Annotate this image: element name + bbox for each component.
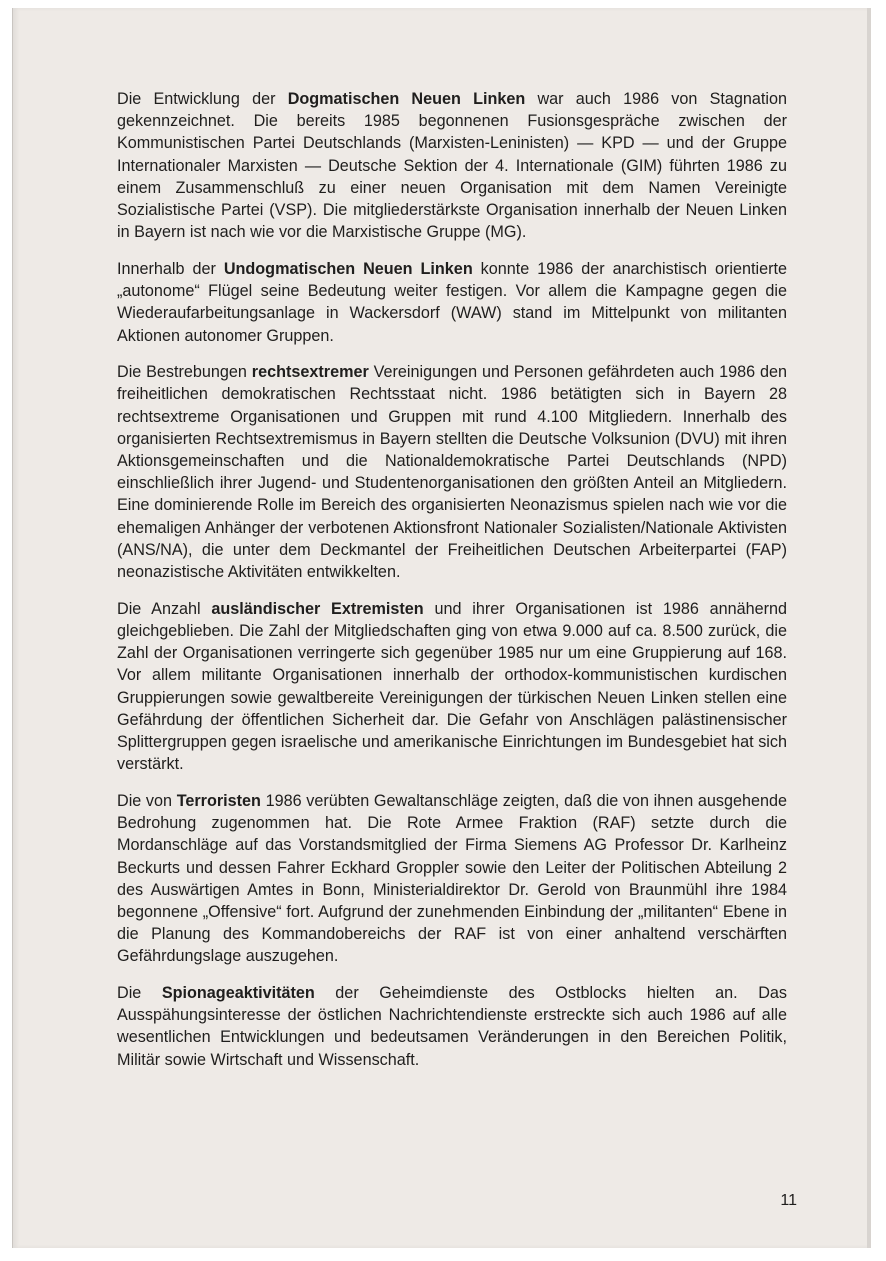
paragraph-spionage: Die Spionageaktivitäten der Geheimdienste des Ostblocks hielten an. Das Ausspähungsinteresse der östlichen Nachrichtendienste erstreckte sich auch 1986 auf alle wesentlichen Entwicklungen und bedeutsamen Veränderungen in den Bereichen Politik, Militär sowie Wirtschaft und Wissenschaft. [117,984,787,1069]
page-number: 11 [780,1192,797,1209]
paragraph-rechtsextremismus: Die Bestrebungen rechtsextremer Vereinigungen und Personen gefährdeten auch 1986 den freiheitlichen demokratischen Rechtsstaat nicht. 1986 betätigten sich in Bayern 28 rechtsextreme Organisationen und Gruppen mit rund 4.100 Mitgliedern. Innerhalb des organisierten Rechtsextremismus in Bayern stellten die Deutsche Volksunion (DVU) mit ihren Aktionsgemeinschaften und die Nationaldemokratische Partei Deutschlands (NPD) einschließlich ihrer Jugend- und Studentenorganisationen den größten Anteil an Mitgliedern. Eine dominierende Rolle im Bereich des organisierten Neonazismus spielen nach wie vor die ehemaligen Anhänger der verbotenen Aktionsfront Nationaler Sozialisten/Nationale Aktivisten (ANS/NA), die unter dem Deckmantel der Freiheitlichen Deutschen Arbeiterpartei (FAP) neonazistische Aktivitäten entwikkelten. [117,363,787,582]
keyword-dogmatische-neue-linke: Dogmatischen Neuen Linken [287,90,526,108]
paragraph-dogmatische-neue-linke: Die Entwicklung der Dogmatischen Neuen Linken war auch 1986 von Stagnation gekennzeichnet. Die bereits 1985 begonnenen Fusionsgespräche zwischen der Kommunistischen Partei Deutschlands (Marxisten-Leninisten) — KPD — und der Gruppe Internationaler Marxisten — Deutsche Sektion der 4. Internationale (GIM) führten 1986 zu einem Zusammenschluß zu einer neuen Organisation mit dem Namen Vereinigte Sozialistische Partei (VSP). Die mitgliederstärkste Organisation innerhalb der Neuen Linken in Bayern ist nach wie vor die Marxistische Gruppe (MG). [117,90,788,242]
keyword-terroristen: Terroristen [176,791,261,810]
keyword-auslaendischer-extremisten: ausländischer Extremisten [211,599,424,618]
keyword-undogmatische-neue-linke: Undogmatischen Neuen Linken [223,259,473,278]
paragraph-terroristen: Die von Terroristen 1986 verübten Gewaltanschläge zeigten, daß die von ihnen ausgehende Bedrohung zugenommen hat. Die Rote Armee Fraktion (RAF) setzte durch die Mordanschläge auf das Vorstandsmitglied der Firma Siemens AG Professor Dr. Karlheinz Beckurts und dessen Fahrer Eckhard Groppler sowie den Leiter der Politischen Abteilung 2 des Auswärtigen Amtes in Bonn, Ministerialdirektor Dr. Gerold von Braunmühl ihre 1984 begonnene „Offensive“ fort. Aufgrund der zunehmenden Einbindung der „militanten“ Ebene in die Planung des Kommandobereichs der RAF ist von einer anhaltend verschärften Gefährdungslage auszugehen. [117,791,787,966]
document-page [12,8,871,1248]
page-edge [867,8,871,1248]
keyword-rechtsextremer: rechtsextremer [251,363,369,382]
keyword-spionageaktivitaeten: Spionageaktivitäten [161,984,315,1003]
paragraph-auslaendische-extremisten: Die Anzahl ausländischer Extremisten und ihrer Organisationen ist 1986 annähernd gleichgeblieben. Die Zahl der Mitgliedschaften ging von etwa 9.000 auf ca. 8.500 zurück, die Zahl der Organisationen verringerte sich gegenüber 1985 nur um eine Gruppierung auf 168. Vor allem militante Organisationen innerhalb der orthodox-kommunistischen kurdischen Gruppierungen sowie gewaltbereite Vereinigungen der türkischen Neuen Linken stellen eine Gefährdung der öffentlichen Sicherheit dar. Die Gefahr von Anschlägen palästinensischer Splittergruppen gegen israelische und amerikanische Einrichtungen im Bundesgebiet hat sich verstärkt. [117,599,788,774]
body-text [117,88,787,1085]
paragraph-undogmatische-neue-linke: Innerhalb der Undogmatischen Neuen Linken konnte 1986 der anarchistisch orientierte „autonome“ Flügel seine Bedeutung weiter festigen. Vor allem die Kampagne gegen die Wiederaufarbeitungsanlage in Wackersdorf (WAW) stand im Mittelpunkt von militanten Aktionen autonomer Gruppen. [117,259,787,345]
